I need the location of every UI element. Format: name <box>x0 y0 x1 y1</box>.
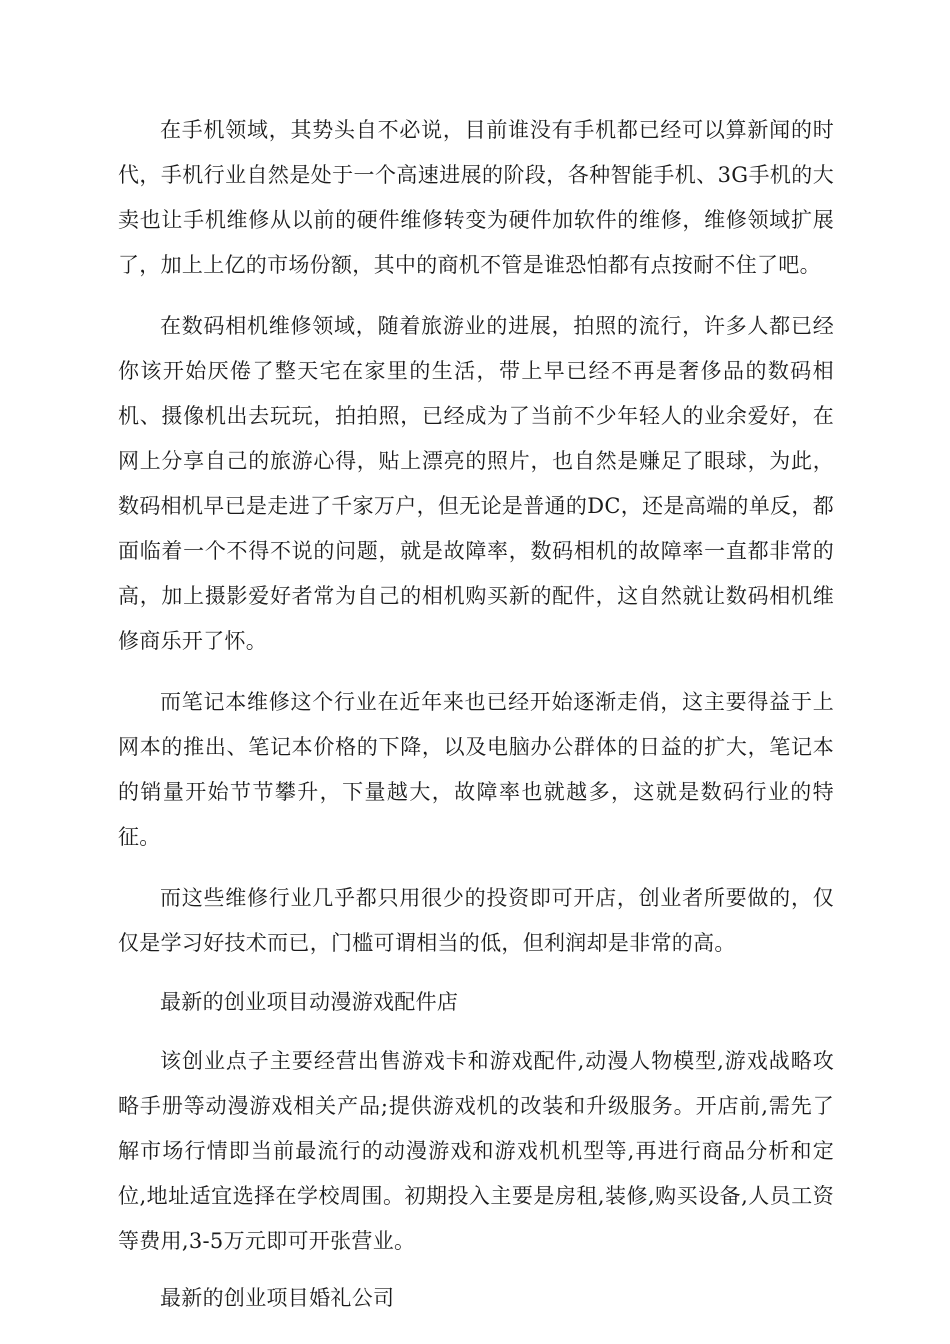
paragraph-laptop-repair: 而笔记本维修这个行业在近年来也已经开始逐渐走俏，这主要得益于上网本的推出、笔记本价格的下降，以及电脑办公群体的日益的扩大，笔记本的销量开始节节攀升，下量越大，故障率也就越多，这就是数码行业的特征。 <box>118 690 834 849</box>
paragraph-mobile-repair: 在手机领域，其势头自不必说，目前谁没有手机都已经可以算新闻的时代，手机行业自然是处于一个高速进展的阶段，各种智能手机、3G手机的大卖也让手机维修从以前的硬件维修转变为硬件加软件的维修，维修领域扩展了，加上上亿的市场份额，其中的商机不管是谁恐怕都有点按耐不住了吧。 <box>118 118 834 277</box>
document-page <box>118 108 834 1321</box>
paragraph-game-shop: 该创业点子主要经营出售游戏卡和游戏配件,动漫人物模型,游戏战略攻略手册等动漫游戏相关产品;提供游戏机的改装和升级服务。开店前,需先了解市场行情即当前最流行的动漫游戏和游戏机机型等,再进行商品分析和定位,地址适宜选择在学校周围。初期投入主要是房租,装修,购买设备,人员工资等费用,3-5万元即可开张营业。 <box>118 1049 834 1253</box>
section-heading-wedding-company: 最新的创业项目婚礼公司 <box>160 1286 395 1310</box>
section-heading-game-shop: 最新的创业项目动漫游戏配件店 <box>160 990 459 1014</box>
paragraph-repair-summary: 而这些维修行业几乎都只用很少的投资即可开店，创业者所要做的，仅仅是学习好技术而已，门槛可谓相当的低，但利润却是非常的高。 <box>118 886 834 955</box>
paragraph-camera-repair: 在数码相机维修领域，随着旅游业的进展，拍照的流行，许多人都已经你该开始厌倦了整天宅在家里的生活，带上早已经不再是奢侈品的数码相机、摄像机出去玩玩，拍拍照，已经成为了当前不少年轻人的业余爱好，在网上分享自己的旅游心得，贴上漂亮的照片，也自然是赚足了眼球，为此，数码相机早已是走进了千家万户，但无论是普通的DC，还是高端的单反，都面临着一个不得不说的问题，就是故障率，数码相机的故障率一直都非常的高，加上摄影爱好者常为自己的相机购买新的配件，这自然就让数码相机维修商乐开了怀。 <box>118 314 834 653</box>
